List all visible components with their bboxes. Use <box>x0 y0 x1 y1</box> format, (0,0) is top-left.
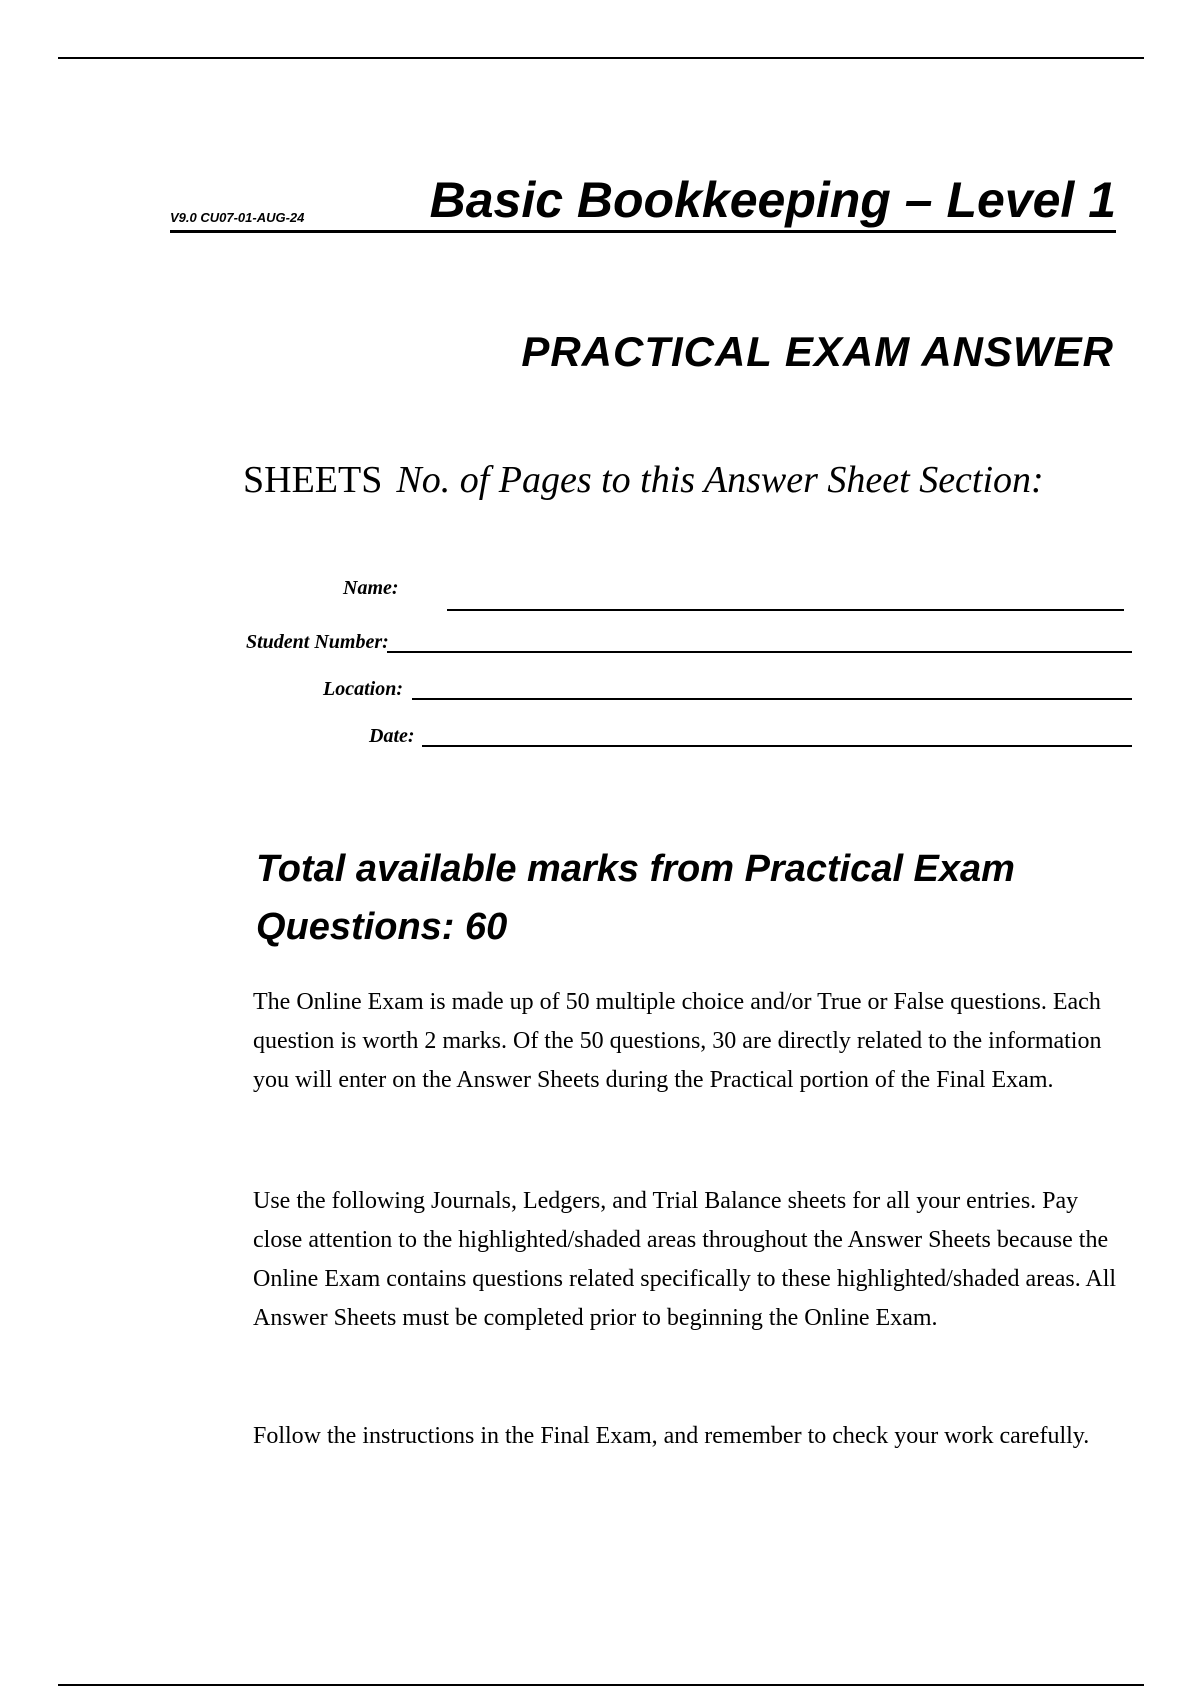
sheets-word: SHEETS <box>243 459 383 501</box>
name-label: Name: <box>343 577 399 599</box>
date-label: Date: <box>369 725 415 747</box>
pages-line <box>243 455 1044 505</box>
date-field[interactable] <box>422 745 1132 747</box>
total-marks-heading: Total available marks from Practical Exam Questions: 60 <box>256 848 1015 948</box>
document-subtitle: PRACTICAL EXAM ANSWER <box>521 328 1114 375</box>
document-title: Basic Bookkeeping – Level 1 <box>429 172 1116 228</box>
location-field[interactable] <box>412 698 1132 700</box>
top-rule <box>58 57 1144 59</box>
student-number-field[interactable] <box>387 651 1132 653</box>
document-header <box>170 168 1116 233</box>
version-code: V9.0 CU07-01-AUG-24 <box>170 210 305 225</box>
pages-label: No. of Pages to this Answer Sheet Section: <box>396 459 1044 501</box>
bottom-rule <box>58 1684 1144 1686</box>
paragraph-online-exam: The Online Exam is made up of 50 multiple choice and/or True or False questions. Each question is worth 2 marks. Of the 50 questions, 30 are directly related to the information you will enter on the Answer Sheets during the Practical portion of the Final Exam. <box>253 989 1102 1093</box>
name-field[interactable] <box>447 609 1124 611</box>
student-number-label: Student Number: <box>246 631 389 653</box>
location-label: Location: <box>323 678 403 700</box>
paragraph-answer-sheets: Use the following Journals, Ledgers, and Trial Balance sheets for all your entries. Pay close attention to the highlighted/shaded areas throughout the Answer Sheets because the Online Exam contains questions related specifically to these highlighted/shaded areas. All Answer Sheets must be completed prior to beginning the Online Exam. <box>253 1188 1117 1331</box>
paragraph-instructions: Follow the instructions in the Final Exam, and remember to check your work carefully. <box>253 1423 1090 1449</box>
